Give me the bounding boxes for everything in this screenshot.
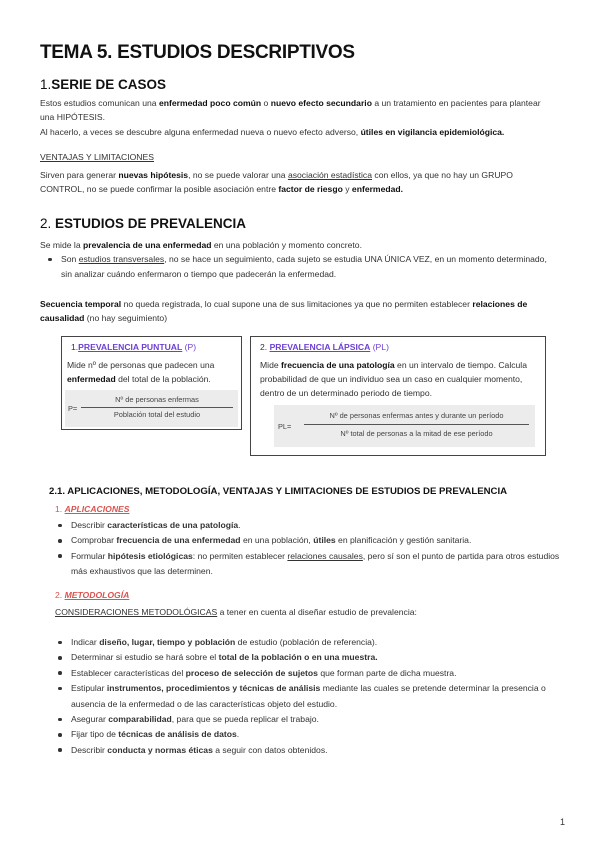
formula-variable: PL= — [278, 422, 292, 431]
formula-denominator: Población total del estudio — [113, 410, 201, 419]
page-title: TEMA 5. ESTUDIOS DESCRIPTIVOS — [40, 42, 355, 63]
metodologia-intro: CONSIDERACIONES METODOLÓGICAS a tener en cuenta al diseñar estudio de prevalencia: — [55, 607, 417, 617]
formula-fraction — [81, 395, 233, 419]
box-1-text: Mide nº de personas que padecen una enfermedad del total de la población. — [67, 360, 215, 384]
formula-numerator: Nº de personas enfermas antes y durante un período — [329, 411, 504, 420]
box-1-formula — [65, 390, 238, 427]
metodologia-subheading: 2. METODOLOGÍA — [55, 590, 130, 600]
list-item: Estipular instrumentos, procedimientos y técnicas de análisis mediante las cuales se pretende determinar la presencia o ausencia de la enfermedad o de las características objeto del estudio. — [50, 681, 560, 712]
list-item: Indicar diseño, lugar, tiempo y población de estudio (población de referencia). — [50, 635, 560, 650]
section-2-heading: 2. ESTUDIOS DE PREVALENCIA — [40, 216, 247, 231]
formula-fraction — [304, 411, 529, 438]
formula-variable: P= — [68, 404, 78, 413]
box-2-formula — [274, 405, 535, 447]
metodologia-list — [50, 635, 560, 758]
fraction-bar — [304, 424, 529, 425]
box-2-text: Mide frecuencia de una patología en un intervalo de tiempo. Calcula probabilidad de que un individuo sea un caso en cualquier momento, dentro de un determinado periodo de tiempo. — [260, 360, 527, 398]
list-item: Establecer características del proceso de selección de sujetos que forman parte de dicha muestra. — [50, 666, 560, 681]
section-2-intro: Se mide la prevalencia de una enfermedad en una población y momento concreto. — [40, 240, 362, 250]
formula-numerator: Nº de personas enfermas — [115, 395, 199, 404]
section-1-subheading: VENTAJAS Y LIMITACIONES — [40, 152, 154, 162]
secuencia-temporal-paragraph: Secuencia temporal no queda registrada, lo cual supone una de sus limitaciones ya que no permiten establecer relaciones de causalidad (no hay seguimiento) — [40, 299, 528, 323]
section-1-paragraph-1: Estos estudios comunican una enfermedad poco común o nuevo efecto secundario a un tratamiento en pacientes para plantear una HIPÓTESIS. — [40, 98, 541, 122]
fraction-bar — [81, 407, 233, 408]
page-number: 1 — [560, 817, 566, 827]
formula-denominator: Nº total de personas a la mitad de ese período — [340, 429, 493, 438]
section-1-paragraph-2: Al hacerlo, a veces se descubre alguna enfermedad nueva o nuevo efecto adverso, útiles en vigilancia epidemiológica. — [40, 127, 505, 137]
list-item: Formular hipótesis etiológicas: no permiten establecer relaciones causales, pero sí son el punto de partida para otros estudios más exhaustivos que las determinen. — [50, 549, 560, 580]
section-2-1-heading: 2.1. APLICACIONES, METODOLOGÍA, VENTAJAS Y LIMITACIONES DE ESTUDIOS DE PREVALENCIA — [49, 486, 508, 497]
prevalencia-puntual-box — [61, 336, 242, 430]
list-item: Fijar tipo de técnicas de análisis de datos. — [50, 727, 560, 742]
list-item: Comprobar frecuencia de una enfermedad en una población, útiles en planificación y gestión sanitaria. — [50, 533, 560, 548]
list-item: Determinar si estudio se hará sobre el total de la población o en una muestra. — [50, 650, 560, 665]
prevalencia-lapsica-box — [250, 336, 546, 456]
aplicaciones-list — [50, 518, 560, 580]
section-1-paragraph-3: Sirven para generar nuevas hipótesis, no se puede valorar una asociación estadística con ellos, ya que no hay un GRUPO CONTROL, no se puede confirmar la posible asociación entre factor de riesgo y enfermedad. — [40, 170, 513, 194]
aplicaciones-subheading: 1. APLICACIONES — [55, 504, 130, 514]
section-1-heading: 1.SERIE DE CASOS — [40, 77, 167, 92]
list-item: Son estudios transversales, no se hace un seguimiento, cada sujeto se estudia UNA ÚNICA VEZ, en un momento determinado, sin analizar cuándo enfermaron o tiempo que padecerán la enfermedad. — [40, 252, 550, 283]
box-1-title: 1.PREVALENCIA PUNTUAL (P) — [71, 342, 197, 352]
list-item: Describir características de una patología. — [50, 518, 560, 533]
box-2-title: 2. PREVALENCIA LÁPSICA (PL) — [260, 342, 389, 352]
section-2-bullets — [40, 252, 550, 283]
list-item: Describir conducta y normas éticas a seguir con datos obtenidos. — [50, 743, 560, 758]
list-item: Asegurar comparabilidad, para que se pueda replicar el trabajo. — [50, 712, 560, 727]
